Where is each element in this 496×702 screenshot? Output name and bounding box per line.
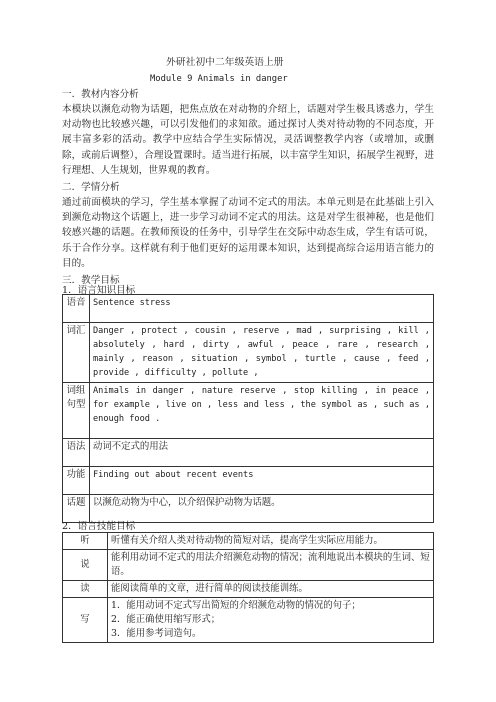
language-skills-table — [62, 532, 434, 643]
row-content — [108, 598, 434, 643]
row-content: Finding out about recent events — [90, 467, 434, 495]
row-label: 语音 — [63, 295, 90, 323]
table-row — [63, 598, 434, 643]
section-1-text: 本模块以濒危动物为话题，把焦点放在对动物的介绍上，话题对学生极具诱惑力，学生对动物也比较感兴趣，可以引发他们的求知欲。通过探讨人类对待动物的不同态度，开展丰富多彩的活动。教学中应结合学生实际情况，灵活调整教学内容（或增加，或删除，或前后调整），合理设置课时。适当进行拓展，以丰富学生知识，拓展学生视野，进行理想、人生规划，世界观的教育。 — [62, 104, 434, 176]
table-row — [63, 439, 434, 467]
table-row — [63, 550, 434, 581]
section-2-text: 通过前面模块的学习，学生基本掌握了动词不定式的用法。本单元则是在此基础上引入到濒危动物这个话题上，进一步学习动词不定式的用法。这是对学生很神秘，也是他们较感兴趣的话题。在教师预设的任务中，引导学生在交际中动态生成，学生有话可说，乐于合作分享。这样就有利于他们更好的运用课本知识，达到提高综合运用语言能力的目的。 — [62, 197, 434, 269]
row-content: 动词不定式的用法 — [90, 439, 434, 467]
table-row — [63, 467, 434, 495]
row-label: 词组句型 — [63, 383, 90, 439]
row-label: 词汇 — [63, 323, 90, 383]
row-content: Danger , protect , cousin , reserve , mad , surprising , kill , absolutely , hard , dirty , awful , peace , rare , research , mainly , reason , situation , symbol , turtle , cause , feed , provide , difficulty , pollute , — [90, 323, 434, 383]
row-content: 听懂有关介绍人类对待动物的简短对话，提高学生实际应用能力。 — [108, 533, 434, 550]
row-label: 功能 — [63, 467, 90, 495]
module-title: Module 9 Animals in danger — [150, 74, 288, 84]
section-3-heading: 三．教学目标 — [62, 275, 120, 286]
language-knowledge-table — [62, 294, 434, 523]
list-item: 3．能用参考词造句。 — [111, 628, 202, 639]
table-row — [63, 323, 434, 383]
row-label: 听 — [63, 533, 108, 550]
row-label: 语法 — [63, 439, 90, 467]
subsection-language-knowledge: 1．语言知识目标 — [62, 285, 136, 296]
section-1-heading: 一．教材内容分析 — [62, 89, 139, 100]
row-label: 读 — [63, 581, 108, 598]
subsection-language-skills: 2．语言技能目标 — [62, 521, 136, 532]
row-content: 能阅读简单的文章，进行简单的阅读技能训练。 — [108, 581, 434, 598]
document-title: 外研社初中二年级英语上册 — [166, 57, 284, 68]
table-row — [63, 533, 434, 550]
list-item: 1．能用动词不定式写出简短的介绍濒危动物的情况的句子； — [111, 600, 361, 611]
row-content: 以濒危动物为中心，以介绍保护动物为话题。 — [90, 495, 434, 523]
table-row — [63, 383, 434, 439]
row-label: 话题 — [63, 495, 90, 523]
row-content: 能利用动词不定式的用法介绍濒危动物的情况；流利地说出本模块的生词、短语。 — [108, 550, 434, 581]
list-item: 2．能正确使用缩写形式； — [111, 614, 221, 625]
row-label: 说 — [63, 550, 108, 581]
table-row — [63, 581, 434, 598]
row-label: 写 — [63, 598, 108, 643]
row-content: Animals in danger , nature reserve , stop killing , in peace , for example , live on , less and less , the symbol as , such as , enough food . — [90, 383, 434, 439]
section-2-heading: 二．学情分析 — [62, 182, 120, 193]
row-content: Sentence stress — [90, 295, 434, 323]
table-row — [63, 295, 434, 323]
